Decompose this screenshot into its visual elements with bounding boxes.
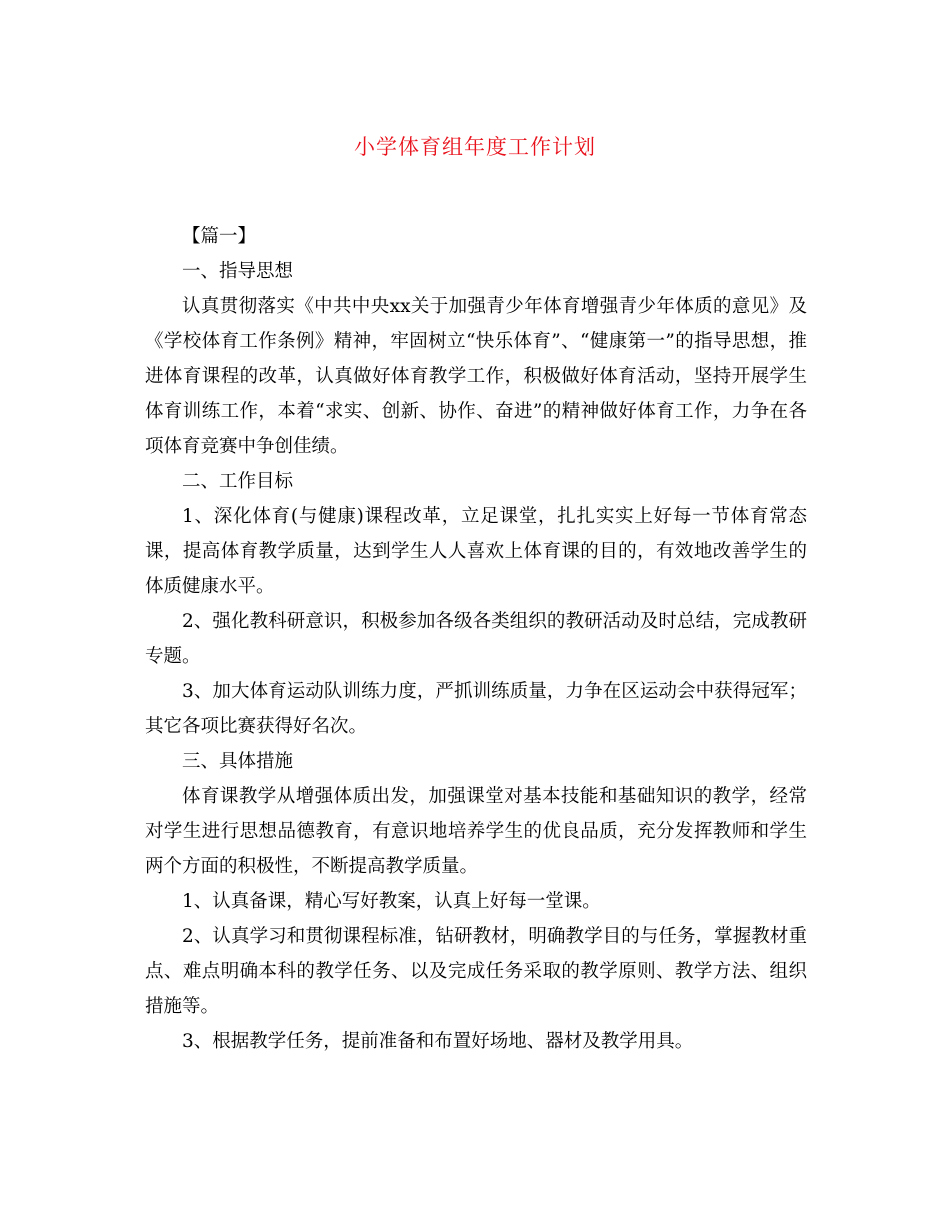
- heading-specific-measures: 三、具体措施: [182, 751, 294, 772]
- paragraph-measure-1: 1、认真备课，精心写好教案，认真上好每一堂课。: [182, 891, 601, 912]
- document-title: 小学体育组年度工作计划: [354, 135, 596, 159]
- paragraph-goal-2: 2、强化教科研意识，积极参加各级各类组织的教研活动及时总结，完成教研专题。: [145, 611, 807, 667]
- document-body: [145, 219, 807, 1059]
- paragraph-goal-1: 1、深化体育(与健康)课程改革，立足课堂，扎扎实实上好每一节体育常态课，提高体育教学质量，达到学生人人喜欢上体育课的目的，有效地改善学生的体质健康水平。: [145, 506, 807, 597]
- paragraph-measures-intro: 体育课教学从增强体质出发，加强课堂对基本技能和基础知识的教学，经常对学生进行思想品德教育，有意识地培养学生的优良品质，充分发挥教师和学生两个方面的积极性，不断提高教学质量。: [145, 786, 807, 877]
- paragraph-goal-3: 3、加大体育运动队训练力度，严抓训练质量，力争在区运动会中获得冠军；其它各项比赛获得好名次。: [145, 681, 807, 737]
- heading-work-goals: 二、工作目标: [182, 471, 294, 492]
- paragraph-measure-2: 2、认真学习和贯彻课程标准，钻研教材，明确教学目的与任务，掌握教材重点、难点明确本科的教学任务、以及完成任务采取的教学原则、教学方法、组织措施等。: [145, 926, 807, 1017]
- section-marker: 【篇一】: [182, 226, 257, 247]
- paragraph-measure-3: 3、根据教学任务，提前准备和布置好场地、器材及教学用具。: [182, 1031, 694, 1052]
- heading-guiding-ideology: 一、指导思想: [182, 261, 294, 282]
- paragraph-guiding-ideology: 认真贯彻落实《中共中央xx关于加强青少年体育增强青少年体质的意见》及《学校体育工作条例》精神，牢固树立“快乐体育”、“健康第一”的指导思想，推进体育课程的改革，认真做好体育教学工作，积极做好体育活动，坚持开展学生体育训练工作，本着“求实、创新、协作、奋进”的精神做好体育工作，力争在各项体育竞赛中争创佳绩。: [145, 296, 807, 457]
